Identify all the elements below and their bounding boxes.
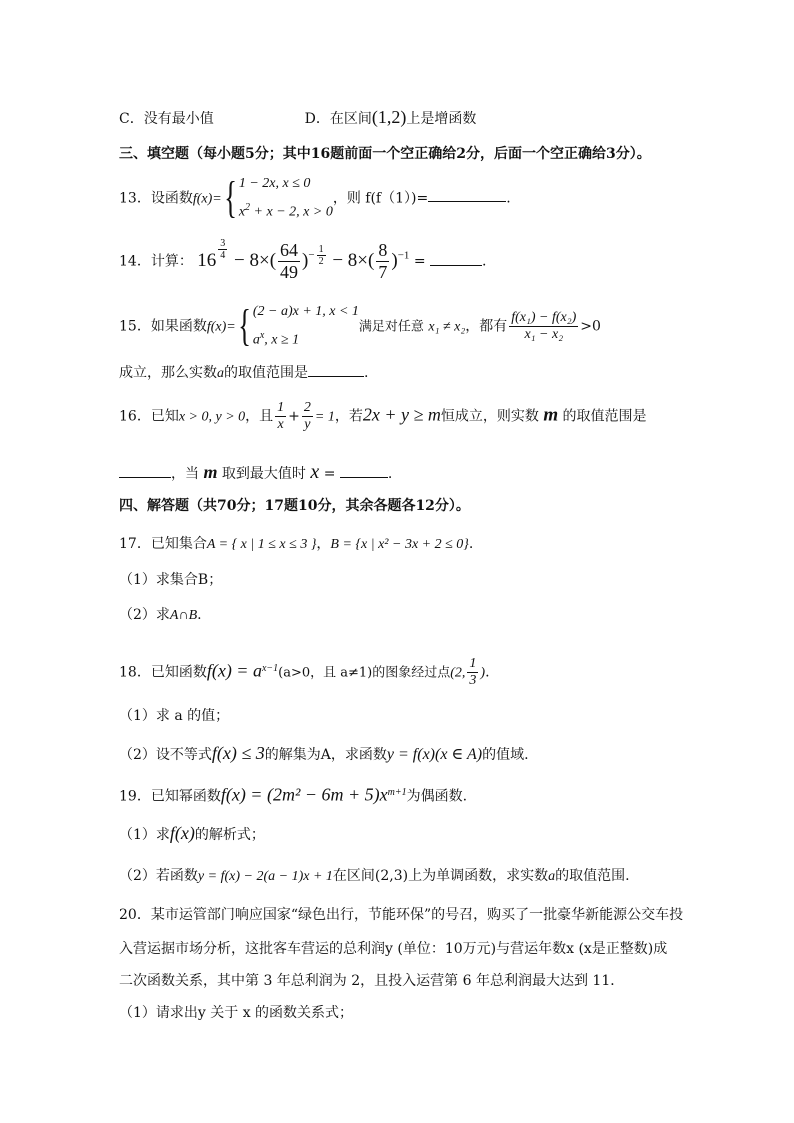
question-19-part-2 <box>119 866 630 887</box>
q18-end: . <box>485 664 490 681</box>
question-14: 14．计算： 16 $^{\frac{3}{4}}$ − 8×( $\frac{64}{49}$ )$^{- \frac{1}{2}}$ − 8×( $\frac{8}{7}$ )$^{-1}$ = . <box>119 237 487 282</box>
q13-brace: { <box>223 173 237 223</box>
q18-point-fraction: $\frac{1}{3}$ <box>469 656 477 689</box>
q16b-mid: ，当 <box>171 466 199 482</box>
q15b-var-a: a <box>217 366 224 381</box>
section-heading-fill-in: 三、填空题（每小题5分；其中16题前面一个空正确给2分，后面一个空正确给3分）。 <box>119 146 651 162</box>
option-row <box>119 107 476 129</box>
q16-answer-blank-2 <box>340 463 388 478</box>
q18-function: f(x) = a <box>206 660 262 681</box>
q18-point-post: ) <box>480 665 486 681</box>
q15-mid2: ，都有 <box>465 318 508 335</box>
q14-prefix: 14．计算： <box>119 253 193 270</box>
q16b-var-m: m <box>203 462 218 482</box>
q16b-mid2: 取到最大值时 <box>221 466 306 482</box>
q16-fraction-2: $\frac{2}{y}$ <box>303 400 311 433</box>
q18-condition: (a>0，且 a≠1)的图象经过点 <box>278 665 451 681</box>
q15-condition: x₁ ≠ x₂ <box>428 319 466 335</box>
q13-case-2a: x <box>238 204 246 220</box>
q15b-post: 的取值范围是 <box>224 365 308 381</box>
q15-answer-blank <box>308 362 364 377</box>
q19-2-prefix: （2）若函数 <box>119 868 198 884</box>
question-18 <box>119 656 490 694</box>
q15-case-2: a <box>252 332 260 348</box>
q19-2-function: y = f(x) − 2(a − 1)x + 1 <box>197 869 333 884</box>
option-c: C．没有最小值 <box>119 111 214 127</box>
q13-function: f(x)= <box>192 191 222 207</box>
q16-post2: 的取值范围是 <box>562 408 647 425</box>
question-17-part-2 <box>119 605 202 626</box>
q17-prefix: 17．已知集合 <box>119 536 207 552</box>
q17-set-a: A = { x | 1 ≤ x ≤ 3 } <box>206 537 317 552</box>
question-17 <box>119 534 473 555</box>
q13-end: . <box>506 190 511 207</box>
question-17-part-1: （1）求集合B； <box>119 572 223 588</box>
q13-case-2b: + x − 2, x > 0 <box>250 204 333 220</box>
q16-condition: x > 0, y > 0 <box>178 409 246 425</box>
q15-fraction: $\frac{\text{f(x₁) − f(x₂)}}{\text{x₁ − x₂}}$ <box>511 309 577 342</box>
q18-exponent: x−1 <box>261 662 279 674</box>
question-19-part-1 <box>119 823 265 845</box>
q18-2-post: 的值域. <box>482 747 529 763</box>
q17-2-prefix: （2）求 <box>119 607 170 623</box>
q17-set-b: B = {x | x² − 3x + 2 ≤ 0} <box>330 537 469 552</box>
q19-prefix: 19．已知幂函数 <box>119 788 221 805</box>
question-15-line-2 <box>119 362 368 384</box>
q15-gt: >0 <box>580 318 601 335</box>
q16b-end: . <box>387 466 393 482</box>
q14-answer-blank <box>430 251 482 266</box>
option-d-pre: D．在区间 <box>304 111 372 127</box>
q18-point-pre: (2, <box>450 665 466 681</box>
question-18-part-1: （1）求 a 的值； <box>119 708 230 724</box>
option-d-post: 上是增函数 <box>406 111 477 127</box>
q16-var-m: m <box>543 404 559 426</box>
question-16: 16．已知x > 0, y > 0，且 $\frac{1}{x}$ + $\frac{2}{y}$ = 1，若2x + y ≥ m恒成立，则实数 m 的取值范围是 <box>119 400 647 433</box>
q15-case-2b: , x ≥ 1 <box>264 332 300 348</box>
q13-answer-blank <box>428 187 506 202</box>
question-19 <box>119 783 467 807</box>
q16-mid: ，且 <box>245 408 274 425</box>
q19-1-post: 的解析式； <box>194 827 265 843</box>
q15-mid: 满足对任意 <box>358 319 424 335</box>
question-18-part-2 <box>119 743 529 765</box>
q16b-var-x: x <box>310 461 320 483</box>
q15-cases: (2 − a)x + 1, x < 1 $a^x$, x ≥ 1 <box>253 300 359 353</box>
option-d-interval: (1,2) <box>371 107 407 127</box>
q17-2-expression: A∩B <box>169 608 198 623</box>
q17-2-end: . <box>197 607 202 623</box>
q14-equals: = <box>413 253 426 270</box>
q17-end: . <box>468 536 474 552</box>
q18-prefix: 18．已知函数 <box>119 664 207 681</box>
q15-prefix: 15．如果函数 <box>119 318 207 335</box>
q16-prefix: 16．已知 <box>119 408 179 425</box>
q16-mid2: ，若 <box>334 408 363 425</box>
q13-prefix: 13．设函数 <box>119 190 193 207</box>
q19-1-prefix: （1）求 <box>119 827 170 843</box>
q13-case-1: 1 − 2x, x ≤ 0 <box>238 176 311 191</box>
q16-answer-blank-1 <box>119 463 171 478</box>
q19-2-mid: 在区间(2,3)上为单调函数，求实数 <box>332 868 549 884</box>
question-20-line-3: 二次函数关系，其中第 3 年总利润为 2，且投入运营第 6 年总利润最大达到 11． <box>119 973 625 989</box>
q16-post: 恒成立，则实数 <box>440 408 539 425</box>
q16b-equals: = <box>319 466 340 482</box>
section-heading-answers: 四、解答题（共70分；17题10分，其余各题各12分）。 <box>119 498 470 514</box>
q13-cases: 1 − 2x, x ≤ 0 $x^2 + x - 2$, x > 0 <box>239 172 333 225</box>
q19-2-var-a: a <box>548 869 556 884</box>
q16-equals: = 1 <box>314 409 335 425</box>
q14-expression: 16 $^{\frac{3}{4}}$ − 8×( $\frac{64}{49}$ )$^{- \frac{1}{2}}$ − 8×( $\frac{8}{7}$ )$^{-1}$ <box>197 237 410 282</box>
q15b-text: 成立，那么实数 <box>119 365 217 381</box>
q16-inequality: 2x + y ≥ m <box>362 404 441 425</box>
q15-case-1: (2 − a)x + 1, x < 1 <box>252 304 359 319</box>
q17-sep: ， <box>316 536 331 552</box>
q15-brace: { <box>237 301 251 351</box>
question-13 <box>119 172 511 224</box>
q19-2-post: 的取值范围. <box>555 868 630 884</box>
q15-function: f(x)= <box>206 319 236 335</box>
q18-2-inequality: f(x) ≤ 3 <box>211 743 265 763</box>
question-20-line-2: 入营运据市场分析，这批客车营运的总利润y (单位：10万元)与营运年数x (x是正整数)成 <box>119 941 668 957</box>
q13-suffix: ，则 f(f（1）)= <box>332 190 429 207</box>
q18-2-prefix: （2）设不等式 <box>119 747 212 763</box>
question-16-line-2 <box>119 462 392 484</box>
q19-function: f(x) = (2m² − 6m + 5)x <box>220 784 388 805</box>
q16-fraction-1: $\frac{1}{x}$ <box>277 400 285 433</box>
q19-exponent: m+1 <box>387 787 407 798</box>
q15b-end: . <box>364 365 369 381</box>
q18-2-mid: 的解集为A，求函数 <box>264 747 387 763</box>
question-20-part-1: （1）请求出y 关于 x 的函数关系式； <box>119 1005 354 1021</box>
question-20-line-1: 20．某市运管部门响应国家“绿色出行，节能环保”的号召，购买了一批豪华新能源公交车投 <box>119 907 684 923</box>
q19-post: 为偶函数. <box>406 788 468 805</box>
q18-2-function: y = f(x)(x ∈ A) <box>386 746 483 763</box>
question-15 <box>119 300 601 352</box>
q19-1-function: f(x) <box>169 823 195 843</box>
